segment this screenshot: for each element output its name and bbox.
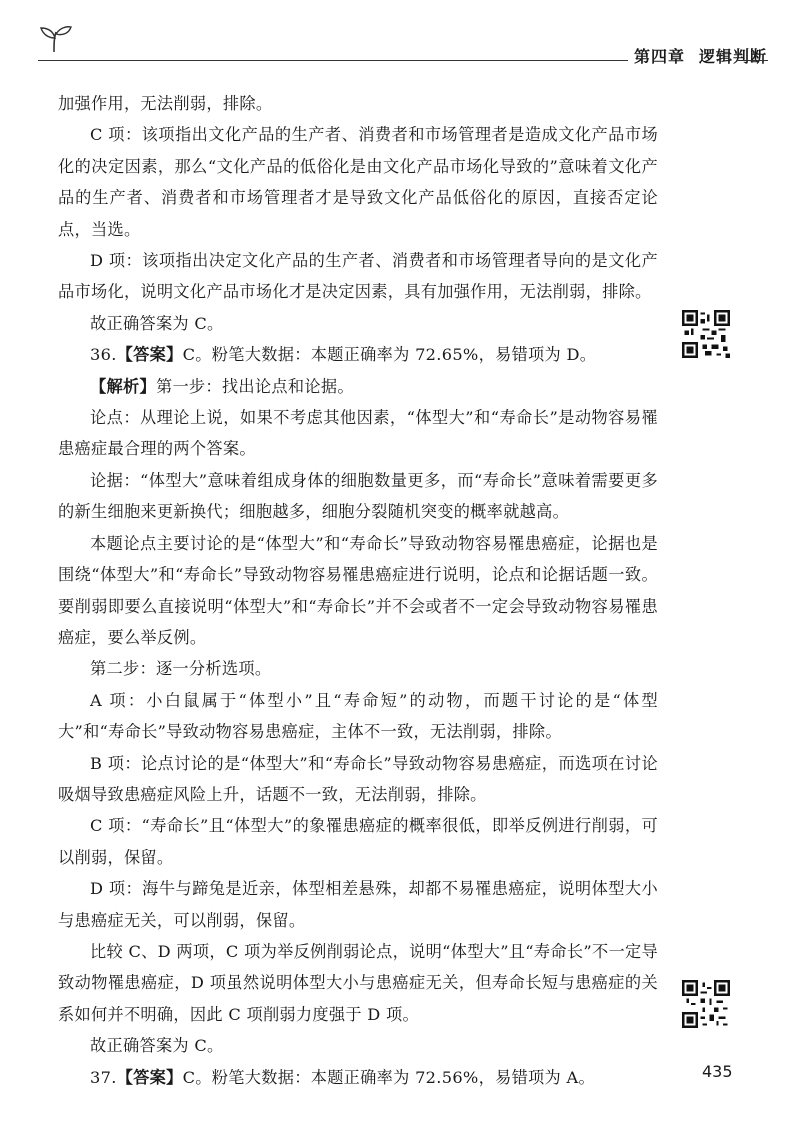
paragraph: 第二步：逐一分析选项。: [90, 659, 272, 679]
answer-tag: 【答案】: [116, 1067, 183, 1087]
paragraph: C 项：“寿命长”且“体型大”的象罹患癌症的概率很低，即举反例进行削弱，可以削弱，保留。: [58, 816, 658, 867]
chapter-title: 逻辑判断: [699, 47, 768, 66]
page-header: [38, 22, 768, 66]
sprout-icon: [38, 24, 74, 54]
q36-analysis-line: [58, 371, 658, 402]
paragraph: C 项：该项指出文化产品的生产者、消费者和市场管理者是造成文化产品市场化的决定因素，那么“文化产品的低俗化是由文化产品市场化导致的”意味着文化产品的生产者、消费者和市场管理者才是导致文化产品低俗化的原因，直接否定论点，当选。: [58, 125, 658, 239]
paragraph: 故正确答案为 C。: [90, 1036, 224, 1056]
paragraph: D 项：海牛与蹄兔是近亲，体型相差悬殊，却都不易罹患癌症，说明体型大小与患癌症无关，可以削弱，保留。: [58, 879, 658, 930]
q36-answer-text: C。粉笔大数据：本题正确率为 72.65%，易错项为 D。: [182, 345, 597, 365]
qr-code-icon[interactable]: [682, 310, 730, 358]
answer-tag: 【答案】: [116, 345, 183, 365]
q36-number: 36.: [90, 345, 117, 365]
paragraph: D 项：该项指出决定文化产品的生产者、消费者和市场管理者导向的是文化产品市场化，说明文化产品市场化才是决定因素，具有加强作用，无法削弱，排除。: [58, 251, 658, 302]
page-number: 435: [702, 1062, 733, 1081]
paragraph: 故正确答案为 C。: [90, 313, 224, 333]
header-rule-left: [38, 60, 628, 61]
qr-code-icon[interactable]: [682, 980, 730, 1028]
q37-answer-text: C。粉笔大数据：本题正确率为 72.56%，易错项为 A。: [182, 1067, 595, 1087]
paragraph: 比较 C、D 两项，C 项为举反例削弱论点，说明“体型大”且“寿命长”不一定导致动物罹患癌症，D 项虽然说明体型大小与患癌症无关，但寿命长短与患癌症的关系如何并不明确，因此 C 项削弱力度强于 D 项。: [58, 941, 658, 1024]
paragraph: A 项：小白鼠属于“体型小”且“寿命短”的动物，而题干讨论的是“体型大”和“寿命长”导致动物容易患癌症，主体不一致，无法削弱，排除。: [58, 690, 658, 742]
header-rule-right: [738, 60, 768, 61]
paragraph: 论点：从理论上说，如果不考虑其他因素，“体型大”和“寿命长”是动物容易罹患癌症最合理的两个答案。: [58, 408, 658, 459]
q36-analysis-text: 第一步：找出论点和论据。: [155, 376, 354, 396]
q36-answer-line: [58, 339, 658, 370]
q37-answer-line: [58, 1062, 658, 1093]
paragraph: 论据：“体型大”意味着组成身体的细胞数量更多，而“寿命长”意味着需要更多的新生细胞来更新换代；细胞越多，细胞分裂随机突变的概率就越高。: [58, 470, 658, 522]
paragraph: 加强作用，无法削弱，排除。: [58, 94, 273, 113]
page-body: [58, 88, 658, 1093]
q37-number: 37.: [90, 1067, 117, 1087]
chapter-heading: [634, 44, 767, 67]
chapter-number: 第四章: [634, 47, 686, 66]
analysis-tag: 【解析】: [90, 376, 156, 396]
paragraph: 本题论点主要讨论的是“体型大”和“寿命长”导致动物容易罹患癌症，论据也是围绕“体型大”和“寿命长”导致动物容易罹患癌症进行说明，论点和论据话题一致。要削弱即要么直接说明“体型大”和“寿命长”并不会或者不一定会导致动物容易罹患癌症，要么举反例。: [58, 533, 658, 647]
paragraph: B 项：论点讨论的是“体型大”和“寿命长”导致动物容易患癌症，而选项在讨论吸烟导致患癌症风险上升，话题不一致，无法削弱，排除。: [58, 753, 658, 804]
